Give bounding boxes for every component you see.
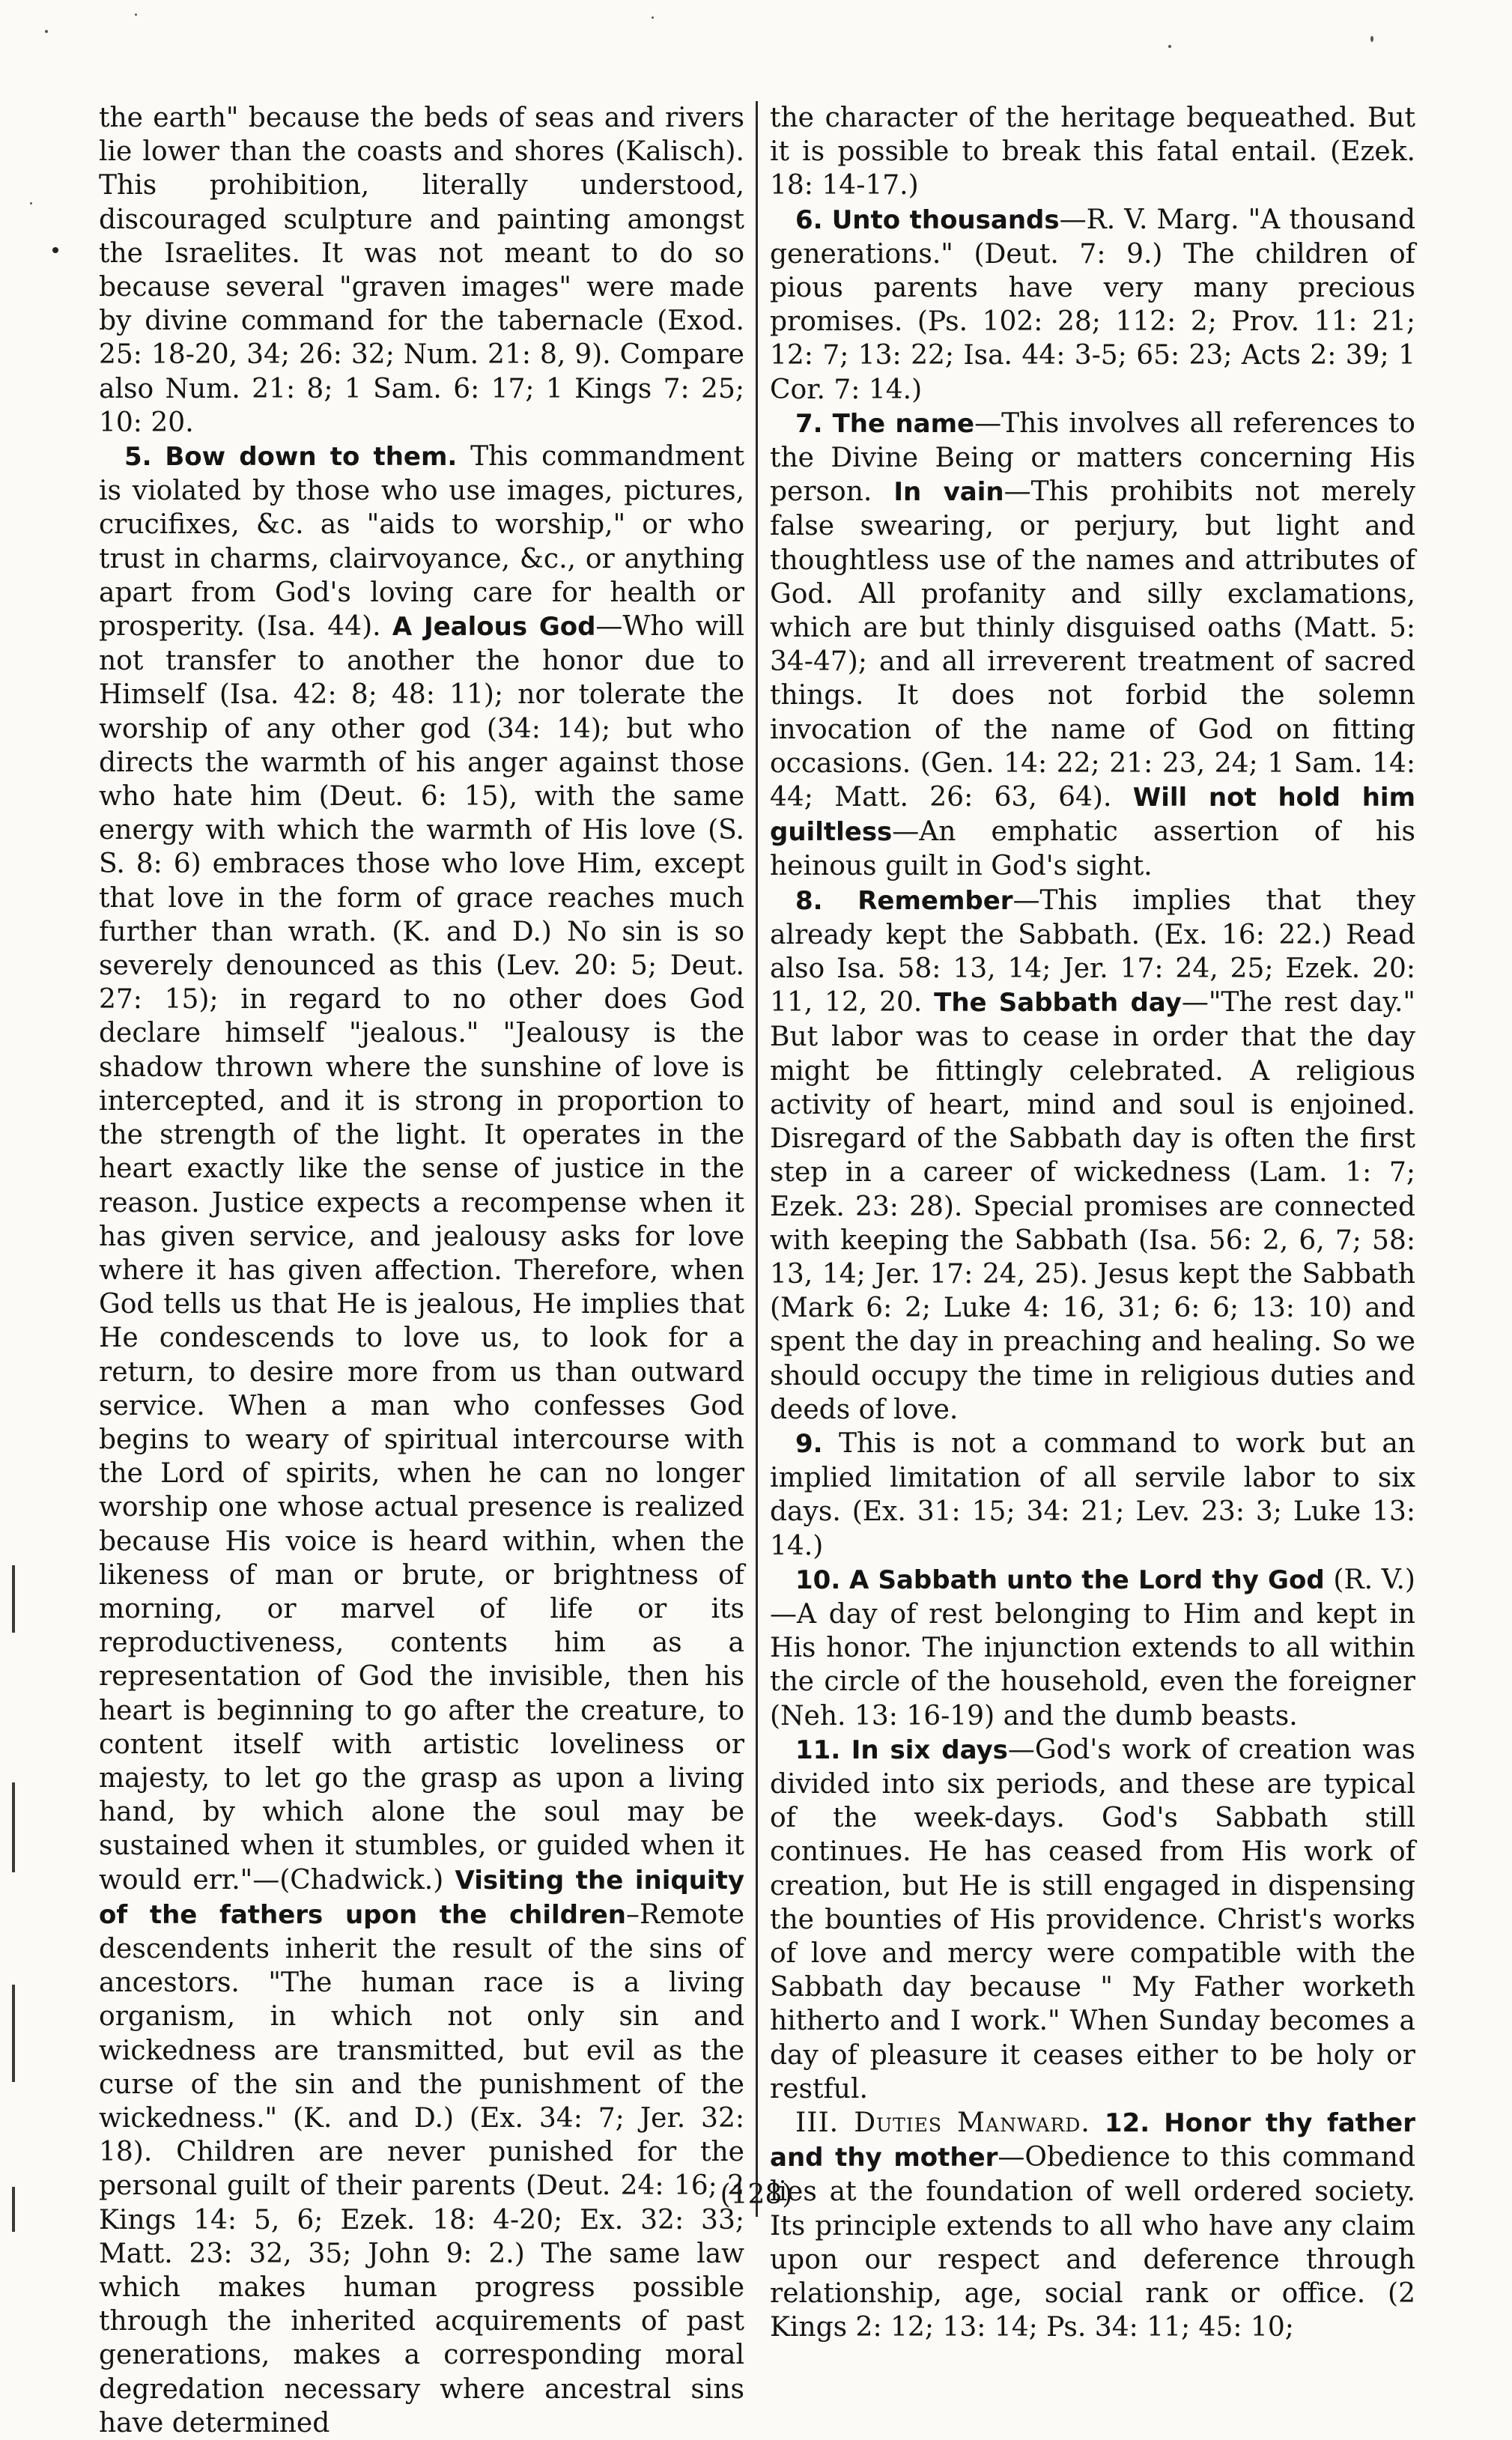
paragraph	[99, 101, 744, 440]
paragraph-text: the earth" because the beds of seas and rivers lie lower than the coasts and shores (Kalisch). This prohibition, literally understood, discouraged sculpture and painting amongst the Israelites. It was not meant to do so because several "graven images" were made by divine command for the tabernacle (Exod. 25: 18-20, 34; 26: 32; Num. 21: 8, 9). Compare also Num. 21: 8; 1 Sam. 6: 17; 1 Kings 7: 25; 10: 20.	[99, 103, 744, 438]
note-text: (R. V.)—A day of rest belonging to Him and kept in His honor. The injunction extends to all within the circle of the household, even the foreigner (Neh. 13: 16-19) and the dumb beasts.	[770, 1564, 1415, 1732]
scan-speck	[1370, 36, 1373, 42]
note-heading: A Sabbath unto the Lord thy God	[849, 1565, 1325, 1595]
note-5	[99, 440, 744, 2440]
scan-speck	[135, 13, 137, 16]
note-number: 7.	[795, 408, 823, 439]
note-8	[770, 884, 1415, 1427]
note-text: —Obedience to this command lies at the foundation of well ordered society. Its principle extends to all who have any claim upon our respect and deference through relationship, age, social rank or office. (2 Kings 2: 12; 13: 14; Ps. 34: 11; 45: 10;	[770, 2142, 1415, 2343]
paragraph-text: the character of the heritage bequeathed. But it is possible to break this fatal entail. (Ezek. 18: 14-17.)	[770, 103, 1415, 201]
paragraph	[770, 101, 1415, 203]
note-text: –Remote descendents inherit the result of the sins of ancestors. "The human race is a living organism, in which not only sin and wickedness are transmitted, but evil as the curse of the sin and the punishment of the wickedness." (K. and D.) (Ex. 34: 7; Jer. 32: 18). Children are never punished for the personal guilt of their parents (Deut. 24: 16; 2 Kings 14: 5, 6; Ezek. 18: 4-20; Ex. 32: 33; Matt. 23: 32, 35; John 9: 2.) The same law which makes human progress possible through the inherited acquirements of past generations, makes a corresponding moral degredation necessary where ancestral sins have determined	[99, 1899, 744, 2439]
left-column	[99, 101, 744, 2440]
note-number: 8.	[795, 885, 823, 916]
note-text: —R. V. Marg. "A thousand generations." (Deut. 7: 9.) The children of pious parents have very many precious promises. (Ps. 102: 28; 112: 2; Prov. 11: 21; 12: 7; 13: 22; Isa. 44: 3-5; 65: 23; Acts 2: 39; 1 Cor. 7: 14.)	[770, 204, 1415, 405]
note-text: —God's work of creation was divided into six periods, and these are typical of the week-days. God's Sabbath still continues. He has ceased from His work of creation, but He is still engaged in dispensing the bounties of His providence. Christ's works of love and mercy were compatible with the Sabbath day because " My Father worketh hitherto and I work." When Sunday becomes a day of pleasure it ceases either to be holy or restful.	[770, 1734, 1415, 2104]
scan-speck	[652, 16, 654, 19]
scan-speck	[30, 202, 32, 204]
note-heading: Bow down to them.	[165, 442, 458, 473]
note-heading: Remember	[857, 885, 1013, 916]
note-9	[770, 1427, 1415, 1563]
note-text: This commandment is violated by those who use images, pictures, crucifixes, &c. as "aids to worship," or who trust in charms, clairvoyance, &c., or anything apart from God's loving care for health or prosperity. (Isa. 44).	[99, 441, 744, 643]
note-heading: In vain	[893, 477, 1004, 508]
note-6	[770, 203, 1415, 407]
binding-edge-mark	[12, 2187, 15, 2232]
scan-speck	[1168, 45, 1171, 48]
note-10	[770, 1563, 1415, 1733]
note-number: 10.	[795, 1565, 841, 1595]
note-number: 6.	[795, 204, 823, 235]
note-heading: The Sabbath day	[934, 988, 1182, 1019]
right-column	[770, 101, 1415, 2344]
binding-edge-mark	[12, 1782, 15, 1872]
note-number: 9.	[795, 1428, 823, 1459]
note-12	[770, 2106, 1415, 2344]
note-heading: Will not hold him guiltless	[770, 783, 1415, 848]
note-number: 5.	[124, 442, 152, 473]
column-divider	[756, 101, 758, 2217]
note-number: 12.	[1104, 2107, 1150, 2138]
book-page	[99, 101, 1417, 2439]
note-text: —An emphatic assertion of his heinous guilt in God's sight.	[770, 816, 1415, 882]
note-text: —This implies that they already kept the Sabbath. (Ex. 16: 22.) Read also Isa. 58: 13, 14; Jer. 17: 24, 25; Ezek. 20: 11, 12, 20.	[770, 884, 1415, 1019]
note-heading: The name	[832, 408, 975, 439]
note-heading: A Jealous God	[392, 612, 596, 643]
note-heading: Unto thousands	[831, 204, 1060, 235]
note-11	[770, 1733, 1415, 2106]
binding-edge-mark	[12, 1565, 15, 1633]
note-7	[770, 407, 1415, 884]
note-heading: In six days	[851, 1735, 1008, 1765]
note-number: 11.	[795, 1735, 841, 1765]
scan-speck	[52, 247, 58, 253]
note-text: —"The rest day." But labor was to cease in order that the day might be fittingly celebrated. A religious activity of heart, mind and soul is enjoined. Disregard of the Sabbath day is often the first step in a career of wickedness (Lam. 1: 7; Ezek. 23: 28). Special promises are connected with keeping the Sabbath (Isa. 56: 2, 6, 7; 58: 13, 14; Jer. 17: 24, 25). Jesus kept the Sabbath (Mark 6: 2; Luke 4: 16, 31; 6: 6; 13: 10) and spent the day in preaching and healing. So we should occupy the time in religious duties and deeds of love.	[770, 987, 1415, 1425]
note-text: —This involves all references to the Divine Being or matters concerning His person.	[770, 407, 1415, 508]
note-text: —Who will not transfer to another the honor due to Himself (Isa. 42: 8; 48: 11); nor tolerate the worship of any other god (34: 14); but who directs the warmth of his anger against those who hate him (Deut. 6: 15), with the same energy with which the warmth of His love (S. S. 8: 6) embraces those who love Him, except that love in the form of grace reaches much further than wrath. (K. and D.) No sin is so severely denounced as this (Lev. 20: 5; Deut. 27: 15); in regard to no other does God declare himself "jealous." "Jealousy is the shadow thrown where the sunshine of love is intercepted, and it is strong in proportion to the strength of the light. It operates in the heart exactly like the sense of justice in the reason. Justice expects a recompense when it has given service, and jealousy asks for love where it has given affection. Therefore, when God tells us that He is jealous, He implies that He condescends to love us, to look for a return, to desire more from us than outward service. When a man who confesses God begins to weary of spiritual intercourse with the Lord of spirits, when he can no longer worship one whose actual presence is realized because His voice is heard within, when the likeness of man or brute, or brightness of morning, or marvel of life or its reproductiveness, contents him as a representation of God the invisible, then his heart is beginning to go after the creature, to content itself with artistic loveliness or majesty, to let go the grasp as upon a living hand, by which alone the soul may be sustained when it stumbles, or guided when it would err."—(Chadwick.)	[99, 611, 744, 1896]
note-text: This is not a command to work but an implied limitation of all servile labor to six days. (Ex. 31: 15; 34: 21; Lev. 23: 3; Luke 13: 14.)	[770, 1427, 1415, 1562]
page-number: (128)	[720, 2179, 793, 2210]
section-heading: III. Duties Manward.	[795, 2107, 1090, 2138]
note-text: —This prohibits not merely false swearing, or perjury, but light and thoughtless use of the names and attributes of God. All profanity and silly exclamations, which are but thinly disguised oaths (Matt. 5: 34-47); and all irreverent treatment of sacred things. It does not forbid the solemn invocation of the name of God on fitting occasions. (Gen. 14: 22; 21: 23, 24; 1 Sam. 14: 44; Matt. 26: 63, 64).	[770, 476, 1415, 813]
note-heading: Honor thy father and thy mother	[770, 2107, 1415, 2173]
binding-edge-mark	[12, 1985, 15, 2082]
note-heading: Visiting the iniquity of the fathers upon the children	[99, 1865, 745, 1930]
scan-speck	[45, 30, 48, 33]
